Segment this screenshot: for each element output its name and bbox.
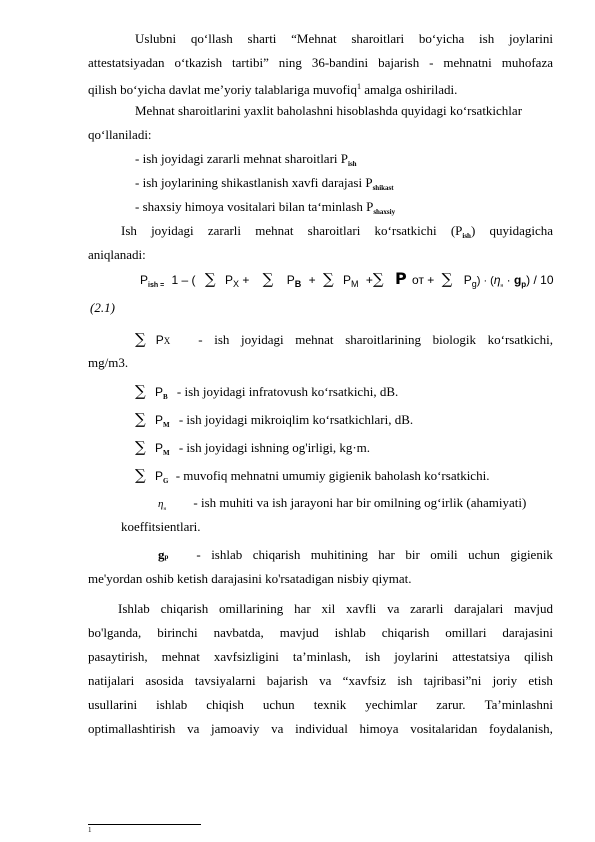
- word: ishlab: [334, 625, 366, 640]
- word: chiqarish: [252, 547, 301, 562]
- sum-icon: ∑: [262, 270, 274, 288]
- sum-icon: ∑: [135, 466, 146, 484]
- formula-text: +: [308, 273, 316, 287]
- word: joylarini: [394, 649, 439, 664]
- eta-symbol: η: [493, 273, 501, 287]
- word: zararli: [410, 601, 444, 616]
- text: - shaxsiy himoya vositalari bilan ta‘minlash P: [135, 199, 374, 214]
- subscript: M: [351, 279, 359, 289]
- word: tajribasi”ni: [423, 673, 482, 688]
- para4-line4: [88, 673, 553, 689]
- formula-text: 1 – (: [171, 273, 196, 287]
- formula-p: P: [224, 273, 233, 287]
- text: ): [470, 223, 476, 238]
- word: va: [387, 601, 400, 616]
- sum-icon: ∑: [135, 330, 146, 348]
- word: himoya: [359, 721, 399, 736]
- word: ning: [278, 55, 302, 70]
- para4-line2: [88, 625, 553, 641]
- word: 36-bandini: [311, 55, 369, 70]
- subscript: p: [164, 553, 169, 561]
- word: navbatda,: [213, 625, 264, 640]
- text: qo‘llaniladi:: [88, 127, 152, 142]
- subscript: G: [162, 477, 169, 485]
- word: biologik: [432, 332, 476, 347]
- word: xavfli: [345, 601, 377, 616]
- word: Uslubni: [135, 31, 177, 46]
- word: mehnat: [255, 223, 294, 238]
- word: Ta’minlashni: [484, 697, 553, 712]
- word: -: [196, 547, 201, 562]
- def-p: P: [154, 413, 163, 427]
- def-px: [135, 331, 553, 349]
- formula-text: +: [365, 273, 373, 287]
- equation-number: (2.1): [90, 300, 115, 315]
- word: -: [429, 55, 434, 70]
- word: yechimlar: [365, 697, 418, 712]
- word: bir: [405, 547, 420, 562]
- word: mavjud: [279, 625, 319, 640]
- formula-p: P: [286, 273, 295, 287]
- formula-p: P: [343, 273, 352, 287]
- word: tavsiyalarni: [194, 673, 256, 688]
- word: gigienik: [510, 547, 553, 562]
- word: bajarish: [378, 55, 420, 70]
- def-p: P: [154, 469, 163, 483]
- word: sharoitlari: [351, 31, 405, 46]
- word: ta’minlash,: [292, 649, 352, 664]
- subscript: ish: [348, 160, 357, 168]
- word: bo'lganda,: [88, 625, 142, 640]
- word: qilish: [524, 649, 553, 664]
- word: ko‘rsatkichi,: [487, 332, 553, 347]
- text: qilish bo‘yicha davlat me’yoriy talablariga muvofiq: [88, 82, 357, 97]
- subscript: p: [521, 280, 527, 289]
- word: mehnat: [161, 649, 200, 664]
- word: jamoaviy: [211, 721, 260, 736]
- word: har: [378, 547, 395, 562]
- word: va: [271, 721, 284, 736]
- word-pish: [451, 223, 475, 244]
- word: joriy: [492, 673, 518, 688]
- word: ishlab: [211, 547, 243, 562]
- eta-symbol: η: [158, 498, 164, 510]
- word: va: [187, 721, 200, 736]
- word: omili: [430, 547, 458, 562]
- formula-p: P: [394, 269, 407, 288]
- word: bo‘yicha: [418, 31, 465, 46]
- word: zararli: [207, 223, 242, 238]
- para2-line2: [88, 127, 152, 143]
- word: natijalari: [88, 673, 135, 688]
- footnote-separator: [88, 824, 201, 825]
- text: - ish joyidagi zararli mehnat sharoitlari P: [135, 151, 348, 166]
- subscript: shikast: [372, 184, 394, 192]
- formula-text: от +: [412, 273, 435, 287]
- word: muhitining: [310, 547, 368, 562]
- para1-line2: [88, 55, 553, 71]
- subscript: M: [162, 421, 170, 429]
- formula-g: g: [513, 273, 522, 287]
- para2-line1: [135, 103, 522, 119]
- para4-line5: [88, 697, 553, 713]
- word: pasaytirish,: [88, 649, 148, 664]
- word: ish: [397, 673, 413, 688]
- word: omillarining: [219, 601, 284, 616]
- para1-line3: [88, 79, 457, 98]
- def-eta-cont: [121, 519, 201, 535]
- word: optimallashtirish: [88, 721, 176, 736]
- word: zarur.: [436, 697, 466, 712]
- subscript: shaxsiy: [373, 208, 396, 216]
- subscript: ish: [462, 232, 471, 240]
- text: - ish joyidagi infratovush ko‘rsatkichi, dB.: [176, 384, 399, 399]
- formula-text: +: [242, 273, 250, 287]
- word: ish: [214, 332, 230, 347]
- word: o‘tkazish: [174, 55, 223, 70]
- word: darajalari: [454, 601, 504, 616]
- para4-line1: [118, 601, 553, 617]
- word: “xavfsiz: [342, 673, 386, 688]
- footnote-mark: 1: [88, 826, 92, 834]
- word: ish: [365, 649, 381, 664]
- word: mehnatni: [443, 55, 492, 70]
- word: omillari: [445, 625, 487, 640]
- word: ko‘rsatkichi: [374, 223, 437, 238]
- def-p: P: [154, 441, 163, 455]
- word: ishlab: [156, 697, 188, 712]
- def-pb: [135, 383, 398, 405]
- subscript: M: [162, 449, 170, 457]
- word: attestatsiya: [452, 649, 511, 664]
- word: har: [294, 601, 311, 616]
- sum-icon: ∑: [441, 270, 453, 288]
- def-pm1: [135, 411, 413, 433]
- text: - ish joyidagi ishning og'irligi, kg·m.: [178, 440, 371, 455]
- word: uchun: [468, 547, 500, 562]
- formula: [140, 271, 554, 294]
- sum-icon: ∑: [135, 382, 146, 400]
- word: sharoitlari: [307, 223, 361, 238]
- word: foydalanish,: [489, 721, 553, 736]
- def-pm2: [135, 439, 370, 461]
- word: Ish: [121, 223, 137, 238]
- word: xavfsizligini: [213, 649, 279, 664]
- def-p: P: [154, 385, 163, 399]
- text: - muvofiq mehnatni umumiy gigienik baholash ko‘rsatkichi.: [175, 468, 490, 483]
- def-eta: [158, 495, 526, 518]
- text: amalga oshiriladi.: [360, 82, 458, 97]
- text: (P: [450, 223, 463, 238]
- formula-text: ) / 10: [526, 273, 554, 287]
- text: - ish joylarining shikastlanish xavfi darajasi P: [135, 175, 373, 190]
- word: ish: [479, 31, 495, 46]
- word: tartibi”: [232, 55, 269, 70]
- formula-p: P: [140, 273, 149, 287]
- formula-number: [90, 300, 115, 316]
- para4-line3: [88, 649, 553, 665]
- sum-icon: ∑: [135, 438, 146, 456]
- para3-line2: [88, 247, 146, 263]
- def-g: g: [158, 547, 165, 562]
- word: vositalaridan: [410, 721, 478, 736]
- subscript: н: [163, 507, 167, 512]
- word: asosida: [145, 673, 184, 688]
- word: chiqarish: [381, 625, 430, 640]
- word: qo‘llash: [190, 31, 233, 46]
- text: mg/m3.: [88, 355, 129, 370]
- word: sharoitlarining: [345, 332, 422, 347]
- word: joyidagi: [241, 332, 284, 347]
- def-gp-cont: [88, 571, 411, 587]
- word: muhofaza: [501, 55, 553, 70]
- subscript: g: [471, 279, 477, 289]
- formula-p: P: [463, 273, 472, 287]
- word: etish: [528, 673, 553, 688]
- text: me'yordan oshib ketish darajasini ko'rsatadigan nisbiy qiymat.: [88, 571, 412, 586]
- word: mehnat: [295, 332, 334, 347]
- para1-line1: [135, 31, 553, 47]
- def-pg: [135, 467, 489, 489]
- def-gp: [158, 547, 553, 565]
- text: aniqlanadi:: [88, 247, 146, 262]
- footnote-ref[interactable]: 1: [356, 82, 361, 91]
- sum-icon: ∑: [204, 270, 216, 288]
- bullet-shaxsiy: [135, 199, 395, 220]
- word: joyidagi: [151, 223, 194, 238]
- def-p: P: [155, 333, 164, 347]
- word: Ishlab: [118, 601, 150, 616]
- word: -: [198, 332, 203, 347]
- text: - ish muhiti va ish jarayoni har bir omilning og‘irlik (ahamiyati): [193, 495, 527, 510]
- word: bajarish: [266, 673, 308, 688]
- word: mavjud: [513, 601, 553, 616]
- subscript: X: [232, 279, 239, 289]
- formula-text: ) · (: [476, 275, 494, 287]
- word: attestatsiyadan: [88, 55, 165, 70]
- word: usullarini: [88, 697, 138, 712]
- word: quyidagicha: [489, 223, 553, 238]
- word: “Mehnat: [291, 31, 337, 46]
- word: chiqarish: [160, 601, 209, 616]
- subscript: B: [162, 393, 168, 401]
- para3-line1: [121, 223, 553, 244]
- formula-text: ·: [503, 273, 514, 287]
- text: Mehnat sharoitlarini yaxlit baholashni hisoblashda quyidagi ko‘rsatkichlar: [135, 103, 523, 118]
- text: koeffitsientlari.: [121, 519, 201, 534]
- subscript: н: [500, 283, 504, 289]
- word: texnik: [313, 697, 347, 712]
- sum-icon: ∑: [372, 270, 384, 288]
- word: darajasini: [502, 625, 553, 640]
- bullet-ish: [135, 151, 357, 172]
- subscript: ish =: [148, 282, 165, 289]
- word: sharti: [247, 31, 277, 46]
- def-px-cont: [88, 355, 128, 371]
- sum-icon: ∑: [322, 270, 334, 288]
- word: joylarini: [508, 31, 553, 46]
- word: individual: [295, 721, 348, 736]
- sum-icon: ∑: [135, 410, 146, 428]
- word: va: [319, 673, 332, 688]
- subscript: X: [163, 336, 171, 346]
- subscript: B: [294, 279, 302, 289]
- bullet-shikast: [135, 175, 394, 196]
- word: uchun: [262, 697, 295, 712]
- word: xil: [321, 601, 336, 616]
- para4-line6: [88, 721, 553, 737]
- text: - ish joyidagi mikroiqlim ko‘rsatkichlari, dB.: [178, 412, 414, 427]
- word: birinchi: [157, 625, 198, 640]
- word: chiqish: [206, 697, 244, 712]
